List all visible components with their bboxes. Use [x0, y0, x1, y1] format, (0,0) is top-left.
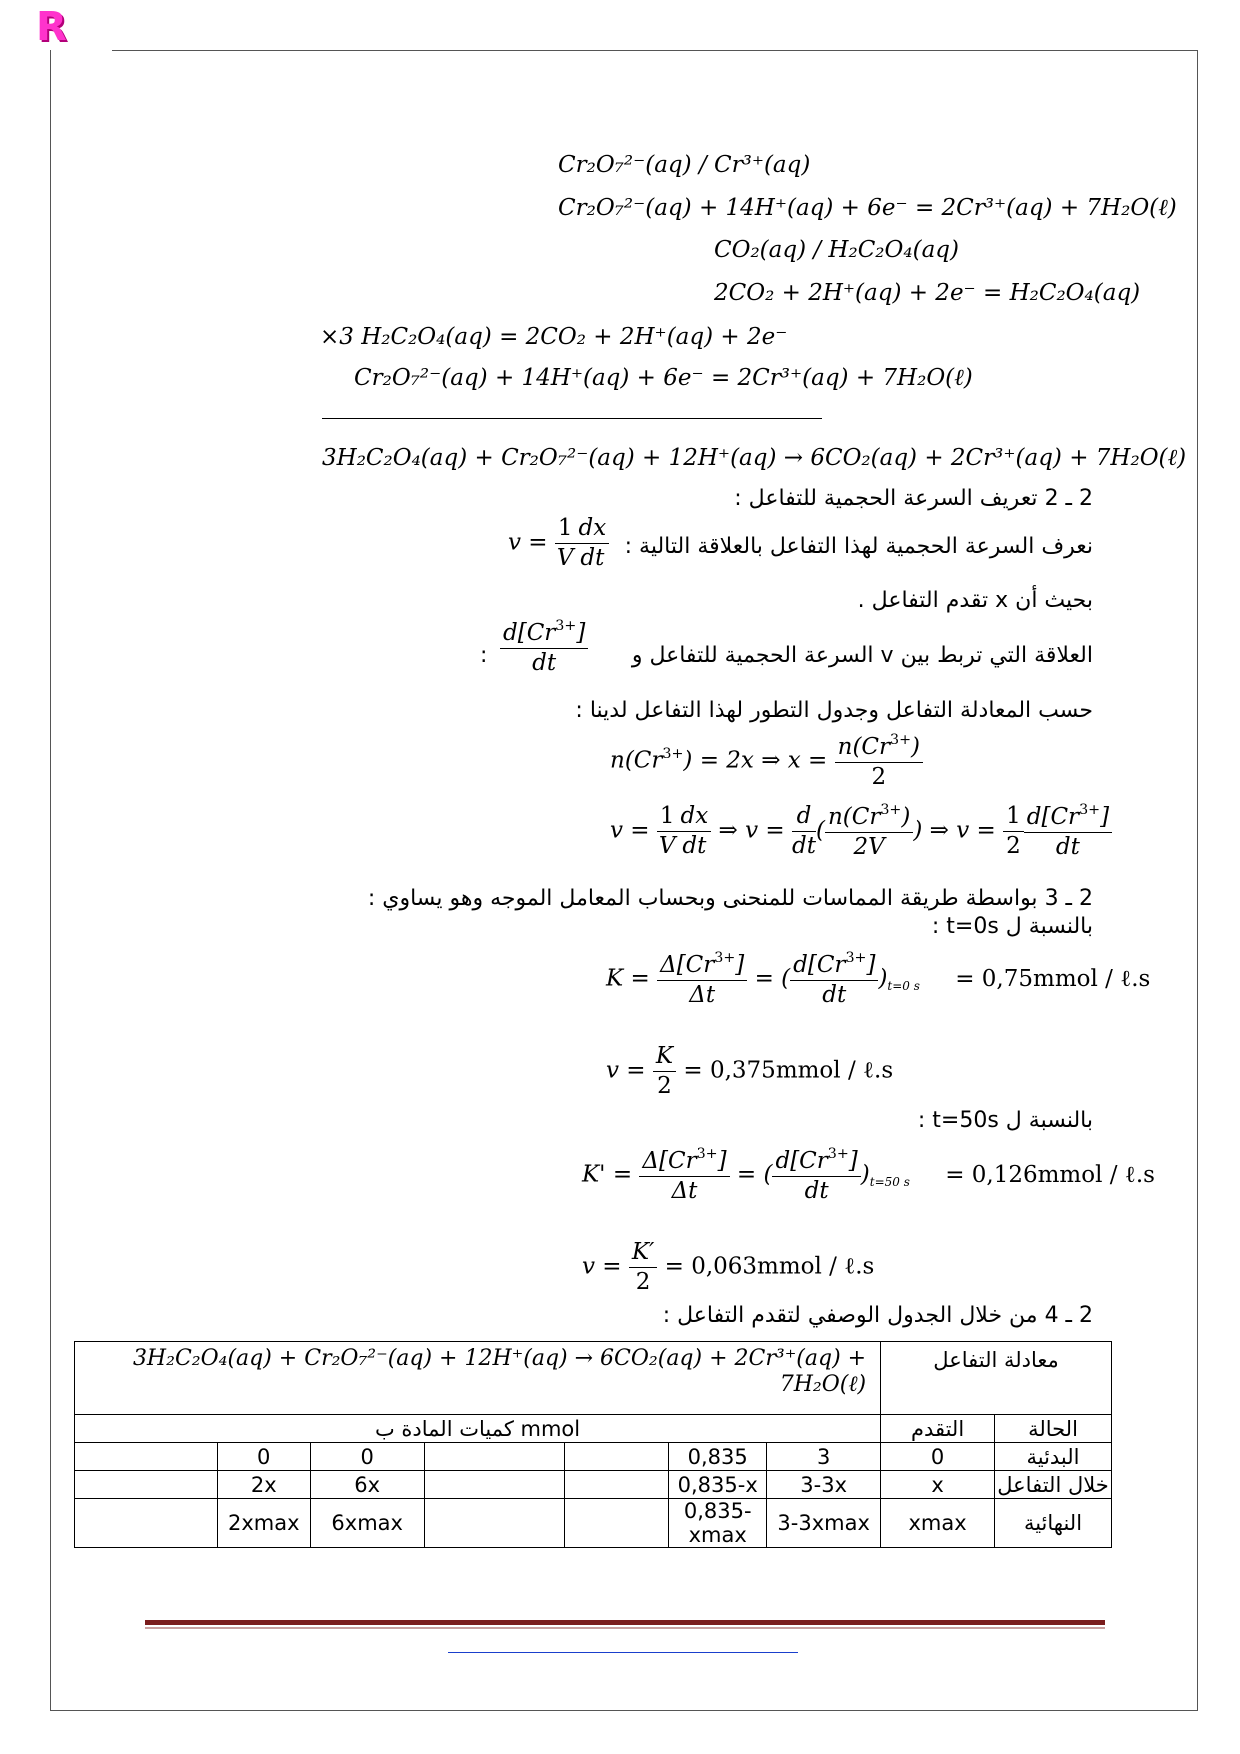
cell: 6xmax	[310, 1499, 424, 1548]
section-2-3-title: 2 ـ 3 بواسطة طريقة المماسات للمنحنى وبحساب المعامل الموجه وهو يساوي :	[367, 886, 1093, 911]
sum-line	[322, 418, 822, 419]
global-equation: 3H₂C₂O₄(aq) + Cr₂O₇²⁻(aq) + 12H⁺(aq) → 6CO₂(aq) + 2Cr³⁺(aq) + 7H₂O(ℓ)	[322, 445, 1187, 471]
section-2-4-title: 2 ـ 4 من خلال الجدول الوصفي لتقدم التفاعل :	[662, 1303, 1093, 1328]
table-equation: 3H₂C₂O₄(aq) + Cr₂O₇²⁻(aq) + 12H⁺(aq) → 6CO₂(aq) + 2Cr³⁺(aq) + 7H₂O(ℓ)	[75, 1342, 881, 1415]
dcr-dt-fraction: $\frac{d[Cr^{3+}]}{dt}$	[500, 618, 588, 677]
t0-label: بالنسبة ل t=0s :	[931, 914, 1093, 939]
cell: 2xmax	[217, 1499, 310, 1548]
rate-formula: v = $\frac{1}{V}$ $\frac{dx}{dt}$	[508, 514, 609, 573]
cell: البدئية	[995, 1443, 1112, 1471]
table-state-header: الحالة	[995, 1415, 1112, 1443]
couple-dichromate: Cr₂O₇²⁻(aq) / Cr³⁺(aq)	[558, 152, 811, 178]
cell: 0	[881, 1443, 995, 1471]
footer-bar	[145, 1620, 1105, 1625]
table-row	[75, 1443, 1112, 1471]
slope-t0: K = $\frac{\Delta[Cr^{3+}]}{\Delta t}$ = ( $\frac{d[Cr^{3+}]}{dt}$ )$_{t=0 s}$ = 0,75mmol / ℓ.s	[606, 950, 1151, 1008]
cell: x	[881, 1471, 995, 1499]
cell: 3	[767, 1443, 881, 1471]
rate-definition-text: نعرف السرعة الحجمية لهذا التفاعل بالعلاقة التالية :	[624, 534, 1093, 559]
table-row	[75, 1499, 1112, 1548]
half-equation-dichromate: Cr₂O₇²⁻(aq) + 14H⁺(aq) + 6e⁻ = 2Cr³⁺(aq) + 7H₂O(ℓ)	[558, 195, 1177, 221]
cell: 3-3x	[767, 1471, 881, 1499]
half-equation-oxalic: 2CO₂ + 2H⁺(aq) + 2e⁻ = H₂C₂O₄(aq)	[714, 280, 1141, 306]
logo-icon: R	[36, 4, 67, 50]
table-relation-text: حسب المعادلة التفاعل وجدول التطور لهذا التفاعل لدينا :	[575, 698, 1093, 723]
cell: خلال التفاعل	[995, 1471, 1112, 1499]
section-2-2-title: 2 ـ 2 تعريف السرعة الحجمية للتفاعل :	[734, 486, 1093, 511]
footer-link-underline[interactable]	[448, 1652, 798, 1653]
t50-label: بالنسبة ل t=50s :	[917, 1108, 1093, 1133]
table-row	[75, 1471, 1112, 1499]
cell: 6x	[310, 1471, 424, 1499]
table-qty-header: كميات المادة ب mmol	[75, 1415, 881, 1443]
cell: xmax	[881, 1499, 995, 1548]
cell: 0	[310, 1443, 424, 1471]
colon: :	[480, 643, 488, 668]
page-frame-top	[112, 50, 1198, 51]
slope-t50: K' = $\frac{\Delta[Cr^{3+}]}{\Delta t}$ = ( $\frac{d[Cr^{3+}]}{dt}$ )$_{t=50 s}$ = 0,126mmol / ℓ.s	[582, 1146, 1155, 1204]
cell: 2x	[217, 1471, 310, 1499]
rate-t0: v = $\frac{K}{2}$ = 0,375mmol / ℓ.s	[606, 1043, 894, 1099]
half-equation-oxalic-x3: ×3 H₂C₂O₄(aq) = 2CO₂ + 2H⁺(aq) + 2e⁻	[320, 324, 788, 350]
cell: 0,835-x	[669, 1471, 767, 1499]
cell: النهائية	[995, 1499, 1112, 1548]
n-cr-relation: $n(Cr^{3+}) = 2x$ ⇒ x = $\frac{n(Cr^{3+})}{2}$	[610, 732, 923, 791]
footer-bar-shadow	[145, 1627, 1105, 1629]
cell: 3-3xmax	[767, 1499, 881, 1548]
advancement-table	[74, 1341, 1112, 1548]
rate-t50: v = $\frac{K'}{2}$ = 0,063mmol / ℓ.s	[582, 1239, 875, 1295]
table-eq-label: معادلة التفاعل	[881, 1342, 1112, 1415]
advancement-note: بحيث أن x تقدم التفاعل .	[857, 588, 1093, 613]
table-adv-header: التقدم	[881, 1415, 995, 1443]
couple-oxalic: CO₂(aq) / H₂C₂O₄(aq)	[714, 237, 959, 263]
cell: 0	[217, 1443, 310, 1471]
relation-text: العلاقة التي تربط بين v السرعة الحجمية للتفاعل و	[631, 643, 1093, 668]
cell: 0,835	[669, 1443, 767, 1471]
cell: 0,835-xmax	[669, 1499, 767, 1548]
half-equation-dichromate-2: Cr₂O₇²⁻(aq) + 14H⁺(aq) + 6e⁻ = 2Cr³⁺(aq) + 7H₂O(ℓ)	[354, 365, 973, 391]
rate-derivation: v = $\frac{1}{V}$ $\frac{dx}{dt}$ ⇒ v = $\frac{d}{dt}$ ( $\frac{n(Cr^{3+})}{2V}$ ) ⇒ v = $\frac{1}{2}$ $\frac{d[Cr^{3+}]}{dt}$	[610, 802, 1112, 861]
